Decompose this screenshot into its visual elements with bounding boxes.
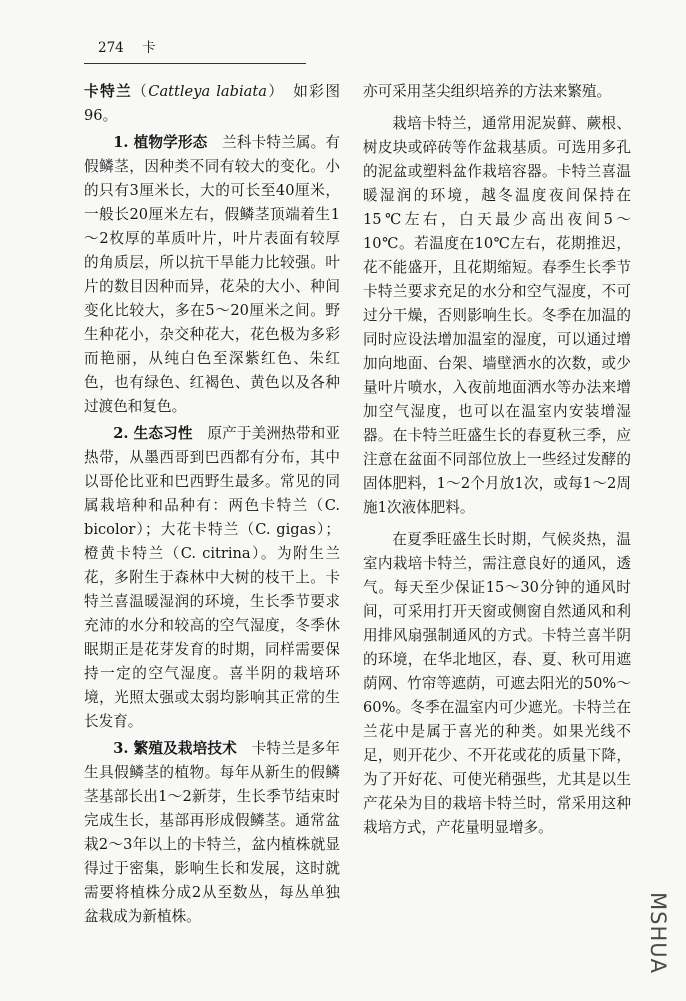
section-heading: 3. 繁殖及栽培技术 — [113, 740, 237, 757]
latin-close: ） — [266, 83, 278, 100]
entry-heading — [84, 80, 340, 128]
watermark: MSHUA — [646, 892, 670, 974]
right-column — [363, 80, 631, 843]
header-rule — [84, 63, 306, 64]
entry-title: 卡特兰 — [84, 83, 133, 100]
section-heading: 2. 生态习性 — [113, 425, 193, 442]
section-text: 兰科卡特兰属。有假鳞茎，因种类不同有较大的变化。小的只有3厘米长，大的可长至40厘米，一般长20厘米左右，假鳞茎顶端着生1～2枚厚的革质叶片，叶片表面有较厚的角质层，所以抗干旱能力比较强。叶片的数目因种而异，花朵的大小、种间变化比较大，多在5～20厘米之间。野生种花小，杂交种花大，花色极为多彩而艳丽，从纯白色至深紫红色、朱红色，也有绿色、红褐色、黄色以及各种过渡色和复色。 — [84, 134, 340, 415]
page-number: 274 — [98, 40, 124, 56]
running-head: 卡 — [142, 40, 156, 56]
section-ecology — [84, 422, 340, 734]
section-text: 卡特兰是多年生具假鳞茎的植物。每年从新生的假鳞茎基部长出1～2新芽，生长季节结束时完成生长，基部再形成假鳞茎。通常盆栽2～3年以上的卡特兰，盆内植株就显得过于密集，影响生长和发展，这时就需要将植株分成2从至数丛，每丛单独盆栽成为新植株。 — [84, 740, 340, 925]
section-propagation — [84, 737, 340, 929]
left-column — [84, 80, 340, 932]
entry-figure-ref: 如彩图96。 — [84, 83, 340, 124]
paragraph-summer-care: 在夏季旺盛生长时期，气候炎热，温室内栽培卡特兰，需注意良好的通风，透气。每天至少保证15～30分钟的通风时间，可采用打开天窗或侧窗自然通风和利用排风扇强制通风的方式。卡特兰喜半阴的环境，在华北地区，春、夏、秋可用遮荫网、竹帘等遮荫，可遮去阳光的50%～60%。冬季在温室内可少遮光。卡特兰在兰花中是属于喜光的种类。如果光线不足，则开花少、不开花或花的质量下降，为了开好花、可使光稍强些，尤其是以生产花朵为目的栽培卡特兰时，常采用这种栽培方式，产花量明显增多。 — [363, 531, 631, 836]
entry-latin-name: Cattleya labiata — [148, 83, 267, 100]
section-text: 原产于美洲热带和亚热带，从墨西哥到巴西都有分布，其中以哥伦比亚和巴西野生最多。常见的同属栽培种和品种有：两色卡特兰（C. bicolor）；大花卡特兰（C. gigas）；橙黄卡特兰（C. citrina）。为附生兰花，多附生于森林中大树的枝干上。卡特兰喜温暖湿润的环境，生长季节要求充沛的水分和较高的空气湿度，冬季休眠期正是花芽发育的时期，同样需要保持一定的空气湿度。喜半阴的栽培环境，光照太强或太弱均影响其正常的生长发育。 — [84, 425, 340, 730]
paragraph-continuation: 亦可采用茎尖组织培养的方法来繁殖。 — [363, 83, 612, 100]
paragraph-cultivation: 栽培卡特兰，通常用泥炭藓、蕨根、树皮块或碎砖等作盆栽基质。可选用多孔的泥盆或塑料盆作栽培容器。卡特兰喜温暖湿润的环境，越冬温度夜间保持在15℃左右，白天最少高出夜间5～10℃。若温度在10℃左右，花期推迟，花不能盛开，且花期缩短。春季生长季节卡特兰要求充足的水分和空气湿度，不可过分干燥，否则影响生长。冬季在加温的同时应设法增加温室的湿度，可以通过增加向地面、台架、墙壁洒水的次数，或少量叶片喷水，入夜前地面洒水等办法来增加空气湿度，也可以在温室内安装增湿器。在卡特兰旺盛生长的春夏秋三季，应注意在盆面不同部位放上一些经过发酵的固体肥料，1～2个月放1次，或每1～2周施1次液体肥料。 — [363, 115, 631, 516]
latin-open: （ — [132, 83, 149, 100]
page-header — [98, 36, 156, 56]
section-heading: 1. 植物学形态 — [113, 134, 208, 151]
section-morphology — [84, 131, 340, 419]
